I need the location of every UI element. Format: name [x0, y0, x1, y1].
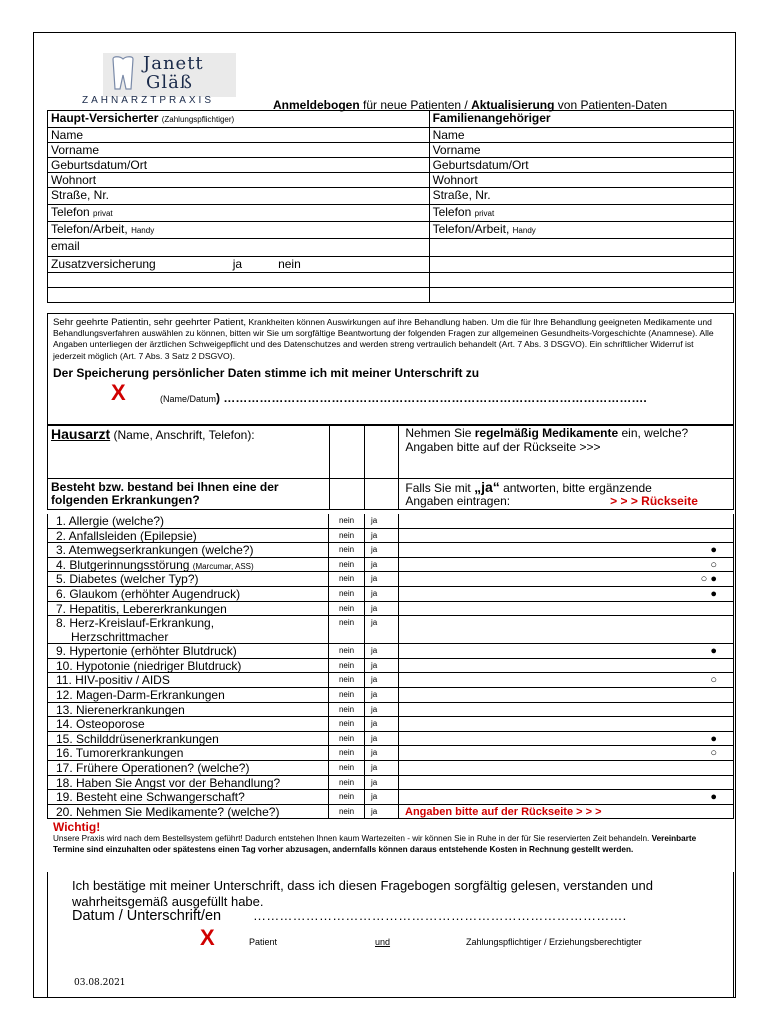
nein-option[interactable]: nein — [329, 587, 365, 602]
consent-signature-line[interactable]: (Name/Datum) ……………………………………………………………………………………………. — [160, 391, 647, 405]
diseases-answer-instruction: Falls Sie mit „ja“ antworten, bitte ergänzende Angaben eintragen: > > > Rückseite — [399, 479, 734, 510]
meds-back-note[interactable]: Angaben bitte auf der Rückseite > > > — [399, 805, 734, 820]
logo-name-last: Gläß — [146, 72, 193, 93]
consent-statement: Der Speicherung persönlicher Daten stimme ich mit meiner Unterschrift zu — [53, 366, 480, 380]
ja-option[interactable]: ja — [365, 602, 399, 617]
ja-option[interactable]: ja — [365, 732, 399, 747]
ja-option[interactable]: ja — [365, 543, 399, 558]
family-header: Familienangehöriger — [429, 111, 733, 128]
meds-question: Nehmen Sie regelmäßig Medikamente ein, welche? Angaben bitte auf der Rückseite >>> — [399, 426, 734, 479]
nein-option[interactable]: nein — [329, 529, 365, 544]
main-street-field[interactable]: Straße, Nr. — [48, 188, 430, 205]
disease-row: 19. Besteht eine Schwangerschaft? nein ja ● — [47, 790, 734, 805]
ja-option[interactable]: ja — [365, 805, 399, 820]
disease-row: 20. Nehmen Sie Medikamente? (welche?) nein ja Angaben bitte auf der Rückseite > > > — [47, 805, 734, 820]
disease-detail[interactable]: ○ ● — [399, 572, 734, 587]
disease-row: 9. Hypertonie (erhöhter Blutdruck) nein ja ● — [47, 644, 734, 659]
main-city-field[interactable]: Wohnort — [48, 173, 430, 188]
disease-row: 5. Diabetes (welcher Typ?) nein ja ○ ● — [47, 572, 734, 587]
ja-option[interactable]: ja — [365, 703, 399, 718]
extra-insurance-no[interactable]: nein — [278, 257, 301, 271]
ja-option[interactable]: ja — [365, 790, 399, 805]
ja-option[interactable]: ja — [365, 587, 399, 602]
ja-option[interactable]: ja — [365, 673, 399, 688]
ja-option[interactable]: ja — [365, 644, 399, 659]
extra-insurance-yes[interactable]: ja — [232, 257, 243, 271]
ja-option[interactable]: ja — [365, 514, 399, 529]
family-city-field[interactable]: Wohnort — [429, 173, 733, 188]
ja-option[interactable]: ja — [365, 761, 399, 776]
disease-detail[interactable]: ○ — [399, 746, 734, 761]
family-firstname-field[interactable]: Vorname — [429, 143, 733, 158]
signature-line[interactable]: …………………………………………………………………………. — [253, 908, 627, 923]
disease-detail[interactable] — [399, 688, 734, 703]
ja-option[interactable]: ja — [365, 717, 399, 732]
family-empty-3[interactable] — [429, 273, 733, 288]
nein-option[interactable]: nein — [329, 717, 365, 732]
logo-subtitle: ZAHNARZTPRAXIS — [82, 95, 215, 106]
patient-label: Patient — [249, 937, 278, 947]
nein-option[interactable]: nein — [329, 776, 365, 791]
extra-insurance-field[interactable]: Zusatzversicherung ja nein — [48, 257, 430, 273]
disease-row: 7. Hepatitis, Lebererkrankungen nein ja — [47, 602, 734, 617]
family-empty-1[interactable] — [429, 239, 733, 257]
ja-option[interactable]: ja — [365, 688, 399, 703]
signature-x-mark: X — [200, 925, 215, 950]
ja-option[interactable]: ja — [365, 659, 399, 674]
disease-row: 16. Tumorerkrankungen nein ja ○ — [47, 746, 734, 761]
disease-detail[interactable]: ● — [399, 790, 734, 805]
ja-option[interactable]: ja — [365, 558, 399, 573]
nein-option[interactable]: nein — [329, 616, 365, 644]
nein-option[interactable]: nein — [329, 746, 365, 761]
disease-row: 1. Allergie (welche?) nein ja — [47, 514, 734, 529]
disease-detail[interactable] — [399, 529, 734, 544]
disease-detail[interactable] — [399, 659, 734, 674]
main-empty-row-1[interactable] — [48, 273, 430, 288]
disease-detail[interactable] — [399, 602, 734, 617]
nein-option[interactable]: nein — [329, 761, 365, 776]
family-empty-2[interactable] — [429, 257, 733, 273]
disease-row: 12. Magen-Darm-Erkrankungen nein ja — [47, 688, 734, 703]
notice-title: Wichtig! — [53, 820, 101, 834]
consent-x-mark: X — [111, 380, 126, 405]
family-empty-4[interactable] — [429, 288, 733, 303]
nein-option[interactable]: nein — [329, 514, 365, 529]
disease-detail[interactable]: ○ — [399, 673, 734, 688]
tooth-icon — [110, 55, 136, 92]
hausarzt-table — [47, 425, 734, 510]
logo-name-first: Janett — [143, 53, 204, 74]
disease-row: 2. Anfallsleiden (Epilepsie) nein ja — [47, 529, 734, 544]
nein-option[interactable]: nein — [329, 790, 365, 805]
disease-row: 18. Haben Sie Angst vor der Behandlung? nein ja — [47, 776, 734, 791]
disease-row: 8. Herz-Kreislauf-Erkrankung, Herzschrittmacher nein ja — [47, 616, 734, 644]
disease-detail[interactable] — [399, 717, 734, 732]
disease-row: 14. Osteoporose nein ja — [47, 717, 734, 732]
date-signature-label: Datum / Unterschrift/en — [72, 908, 222, 924]
disease-detail[interactable] — [399, 616, 734, 644]
confirmation-text: Ich bestätige mit meiner Unterschrift, dass ich diesen Fragebogen sorgfältig gelesen, verstanden und wahrheitsgemäß ausgefüllt habe. — [72, 878, 653, 909]
ja-option[interactable]: ja — [365, 616, 399, 644]
disease-row: 3. Atemwegserkrankungen (welche?) nein ja ● — [47, 543, 734, 558]
disease-row: 4. Blutgerinnungsstörung (Marcumar, ASS) nein ja ○ — [47, 558, 734, 573]
disease-row: 10. Hypotonie (niedriger Blutdruck) nein ja — [47, 659, 734, 674]
disease-row: 15. Schilddrüsenerkrankungen nein ja ● — [47, 732, 734, 747]
nein-option[interactable]: nein — [329, 703, 365, 718]
nein-option[interactable]: nein — [329, 543, 365, 558]
nein-option[interactable]: nein — [329, 558, 365, 573]
disease-detail[interactable] — [399, 514, 734, 529]
form-title: Anmeldebogen für neue Patienten / Aktualisierung von Patienten-Daten — [273, 98, 668, 112]
nein-option[interactable]: nein — [329, 659, 365, 674]
main-firstname-field[interactable]: Vorname — [48, 143, 430, 158]
consent-text: Sehr geehrte Patientin, sehr geehrter Patient, Krankheiten können Auswirkungen auf ihre Behandlung haben. Um die für Ihre Behandlung geeigneten Medikamente und Behandlungsverfahren auswählen zu können, bitten wir Sie um sorgfältige Beantwortung der folgenden Fragen zur allgemeinen Gesundheits-Vorgeschichte (Anamnese). Alle Angaben unterliegen der ärztlichen Schweigepflicht und des Datenschutzes and werden streng vertraulich behandelt (Art. 7 Abs. 3 DSGVO). Ein schriftlicher Widerruf ist jederzeit möglich (Art. 7 Abs. 3 Satz 2 DSGVO). — [53, 317, 714, 361]
family-name-field[interactable]: Name — [429, 128, 733, 143]
nein-option[interactable]: nein — [329, 805, 365, 820]
main-name-field[interactable]: Name — [48, 128, 430, 143]
nein-option[interactable]: nein — [329, 732, 365, 747]
main-work-phone-field[interactable]: Telefon/Arbeit, Handy — [48, 222, 430, 239]
diseases-question: Besteht bzw. bestand bei Ihnen eine der folgenden Erkrankungen? — [48, 479, 330, 510]
disease-row: 17. Frühere Operationen? (welche?) nein ja — [47, 761, 734, 776]
nein-option[interactable]: nein — [329, 644, 365, 659]
nein-option[interactable]: nein — [329, 688, 365, 703]
footer-date: 03.08.2021 — [74, 978, 126, 988]
main-birth-field[interactable]: Geburtsdatum/Ort — [48, 158, 430, 173]
family-phone-field[interactable]: Telefon privat — [429, 205, 733, 222]
ja-option[interactable]: ja — [365, 529, 399, 544]
ja-option[interactable]: ja — [365, 776, 399, 791]
disease-detail[interactable]: ● — [399, 543, 734, 558]
main-phone-field[interactable]: Telefon privat — [48, 205, 430, 222]
notice-text: Unsere Praxis wird nach dem Bestellsystem geführt! Dadurch entstehen Ihnen kaum Wartezeiten - wir können Sie in Ruhe in der für Sie reservierten Zeit behandeln. Vereinbarte Termine sind einzuhalten oder spätestens einen Tag vorher abzusagen, andernfalls können daraus entstehende Kosten in Rechnung gestellt werden. — [53, 834, 697, 855]
und-label: und — [375, 937, 391, 947]
disease-row: 13. Nierenerkrankungen nein ja — [47, 703, 734, 718]
family-street-field[interactable]: Straße, Nr. — [429, 188, 733, 205]
personal-data-table — [47, 110, 734, 303]
disease-row: 6. Glaukom (erhöhter Augendruck) nein ja ● — [47, 587, 734, 602]
family-work-phone-field[interactable]: Telefon/Arbeit, Handy — [429, 222, 733, 239]
main-email-field[interactable]: email — [48, 239, 430, 257]
disease-row: 11. HIV-positiv / AIDS nein ja ○ — [47, 673, 734, 688]
nein-option[interactable]: nein — [329, 602, 365, 617]
ja-option[interactable]: ja — [365, 572, 399, 587]
disease-detail[interactable] — [399, 761, 734, 776]
disease-detail[interactable]: ○ — [399, 558, 734, 573]
disease-detail[interactable]: ● — [399, 644, 734, 659]
nein-option[interactable]: nein — [329, 673, 365, 688]
nein-option[interactable]: nein — [329, 572, 365, 587]
payer-label: Zahlungspflichtiger / Erziehungsberechtigter — [466, 937, 642, 947]
ja-option[interactable]: ja — [365, 746, 399, 761]
main-empty-row-2[interactable] — [48, 288, 430, 303]
hausarzt-field[interactable]: Hausarzt (Name, Anschrift, Telefon): — [48, 426, 330, 479]
disease-detail[interactable]: ● — [399, 587, 734, 602]
family-birth-field[interactable]: Geburtsdatum/Ort — [429, 158, 733, 173]
main-insured-header: Haupt-Versicherter (Zahlungspflichtiger) — [48, 111, 430, 128]
disease-detail[interactable] — [399, 703, 734, 718]
disease-detail[interactable] — [399, 776, 734, 791]
disease-detail[interactable]: ● — [399, 732, 734, 747]
